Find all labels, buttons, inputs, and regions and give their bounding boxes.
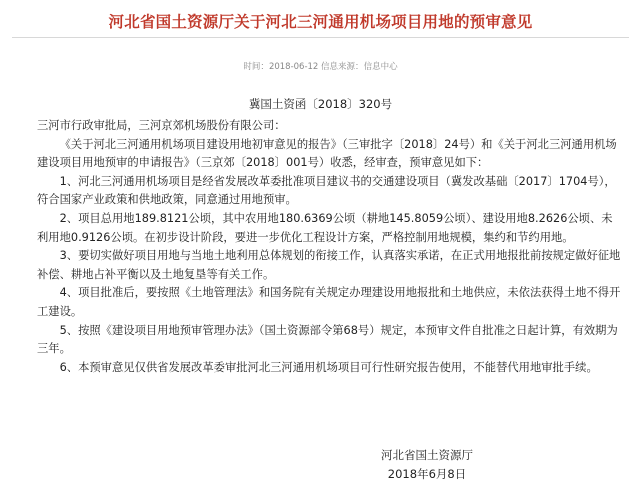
paragraph-item-5: 5、按照《建设项目用地预审管理办法》（国土资源部令第68号）规定，本预审文件自批准之日起计算，有效期为三年。 [37, 323, 618, 356]
paragraph-item-2: 2、项目总用地189.8121公顷，其中农用地180.6369公顷（耕地145.8059公顷）、建设用地8.2626公顷、未利用地0.9126公顷。在初步设计阶段，要进一步优化工程设计方案，严格控制用地规模，集约和节约用地。 [37, 211, 613, 244]
time-label: 时间： [243, 62, 269, 72]
signature-date: 2018年6月8日 [387, 467, 467, 481]
document-body [37, 117, 621, 377]
title-divider [12, 37, 629, 38]
paragraph-item-6: 6、本预审意见仅供省发展改革委审批河北三河通用机场项目可行性研究报告使用，不能替代用地审批手续。 [59, 360, 598, 374]
addressee: 三河市行政审批局，三河京郊机场股份有限公司： [37, 119, 286, 132]
source-value: 信息中心 [363, 62, 398, 72]
publish-time: 2018-06-12 [268, 62, 319, 72]
article-meta [0, 60, 641, 72]
page-title: 河北省国土资源厅关于河北三河通用机场项目用地的预审意见 [108, 13, 533, 31]
source-label: 信息来源： [321, 62, 364, 72]
paragraph-intro: 《关于河北三河通用机场项目建设用地初审意见的报告》（三审批字〔2018〕24号）和《关于河北三河通用机场建设项目用地预审的申请报告》（三京郊〔2018〕001号）收悉，经审查，预审意见如下： [37, 137, 617, 170]
document-number: 冀国土资函〔2018〕320号 [248, 97, 393, 111]
paragraph-item-3: 3、要切实做好项目用地与当地土地利用总体规划的衔接工作，认真落实承诺，在正式用地报批前按规定做好征地补偿、耕地占补平衡以及土地复垦等有关工作。 [37, 249, 621, 281]
paragraph-item-4: 4、项目批准后，要按照《土地管理法》和国务院有关规定办理建设用地报批和土地供应，未依法获得土地不得开工建设。 [37, 286, 621, 318]
signature-org: 河北省国土资源厅 [381, 448, 473, 462]
paragraph-item-1: 1、河北三河通用机场项目是经省发展改革委批准项目建议书的交通建设项目（冀发改基础〔2017〕1704号），符合国家产业政策和供地政策，同意通过用地预审。 [37, 174, 616, 207]
signature-block [381, 446, 473, 484]
